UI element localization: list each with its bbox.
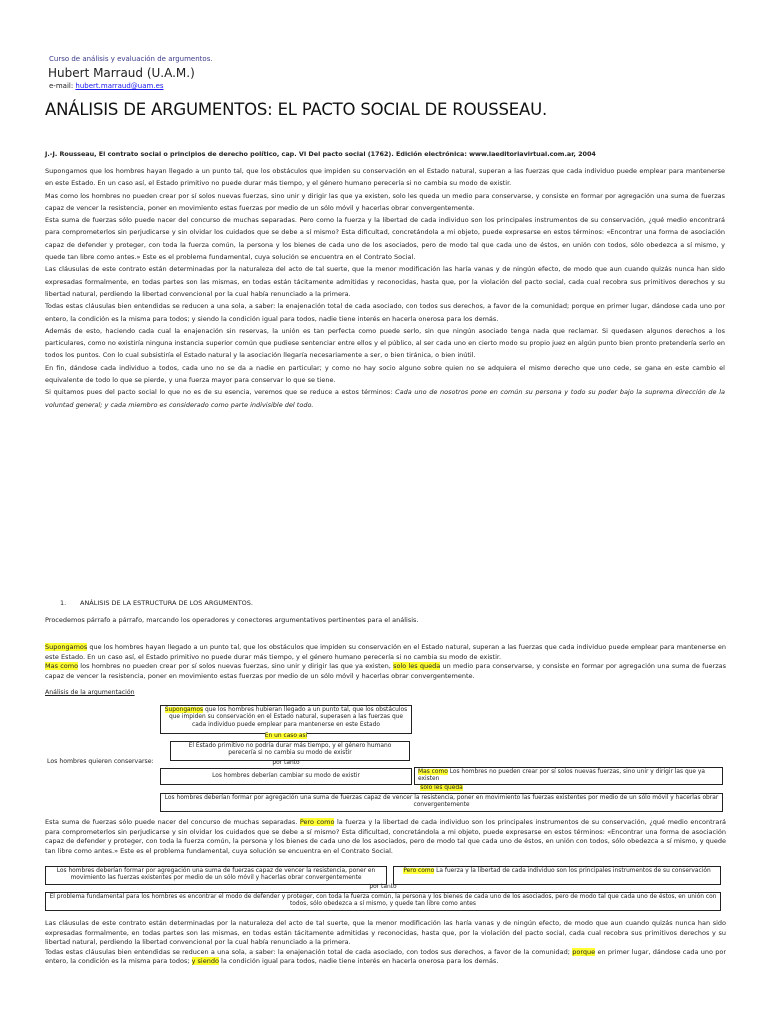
marked-paragraph-2	[45, 818, 726, 856]
paragraph: Las cláusulas de este contrato están determinadas por la naturaleza del acto de tal suerte, que la menor modificación las haría vanas y de ningún efecto, de modo que aun cuando quizás nunca han sido expresadas formalmente, en todas partes son las mismas, en todas están tácitamente admitidas y reconocidas, hasta que, por la violación del pacto social, cada cual recobra sus primitivos derechos y su libertad natural, perdiendo la libertad convencional por la cual había renunciado a la primera.	[45, 265, 725, 298]
paragraph: Todas estas cláusulas bien entendidas se reducen a una sola, a saber: la enajenación total de cada asociado, con todos sus derechos, a favor de la comunidad; porque en primer lugar, dándose cada uno por entero, la condición es la misma para todos; y siendo la condición igual para todos, nadie tiene interés en hacerla onerosa para los demás.	[45, 302, 725, 323]
connector-tag: por tanto	[369, 884, 397, 890]
section-title: ANÁLISIS DE LA ESTRUCTURA DE LOS ARGUMENTOS.	[80, 599, 253, 607]
marked-text: la fuerza y la libertad de cada individuo son los principales instrumentos de su conservación, ¿qué medio encontrará para comprometerlos sin perjudicarse y sin olvidar los cuidados que se debe a sí mismo? Esta dificultad, concretándola a mi objeto, puede expresarse en estos términos: «Encontrar una forma de asociación capaz de defender y proteger, con toda la fuerza común, la persona y los bienes de cada uno de los asociados, pero de modo tal que cada uno de éstos, en unión con todos, sólo obedezca a sí mismo, y quede tan libre como antes.» Este es el problema fundamental, cuya solución se encuentra en el Contrato Social.	[45, 818, 726, 855]
paragraph: Además de esto, haciendo cada cual la enajenación sin reservas, la unión es tan perfecta como puede serlo, sin que ningún asociado tenga nada que reclamar. Si quedasen algunos derechos a los particulares, como no existiría ninguna instancia superior común que pudiese sentenciar entre ellos y el público, al ser cada uno en cierto modo su propio juez en algún punto bien pronto pretendería serlo en todos los puntos. Con lo cual subsistiría el Estado natural y la asociación llegaría necesariamente a ser, o bien tiránica, o bien inútil.	[45, 326, 725, 360]
marked-text: la condición igual para todos, nadie tiene interés en hacerla onerosa para los demás.	[218, 957, 499, 966]
conclusion-box	[45, 892, 721, 911]
marked-text: Esta suma de fuerzas sólo puede nacer del concurso de muchas separadas.	[45, 818, 300, 826]
paragraph: En fin, dándose cada individuo a todos, cada uno no se da a nadie en particular; y como no hay socio alguno sobre quien no se adquiera el mismo derecho que uno cede, se gana en este cambio el equivalente de todo lo que se pierde, y una fuerza mayor para conservar lo que se tiene.	[45, 363, 725, 385]
connector-highlight: Pero como	[299, 818, 335, 826]
connector-tag	[160, 733, 412, 740]
connector-highlight: Mas como	[418, 769, 448, 775]
box-text: Los hombres no pueden crear por sí solos nuevas fuerzas, sino unir y dirigir las que ya existen	[418, 769, 706, 783]
course-label: Curso de análisis y evaluación de argumentos.	[49, 55, 213, 63]
paragraph: Mas como los hombres no pueden crear por sí solos nuevas fuerzas, sino unir y dirigir las que ya existen, solo les queda un medio para conservarse, y consiste en formar por agregación una suma de fuerzas capaz de vencer la resistencia, poner en movimiento estas fuerzas por medio de un sólo móvil y hacerlas obrar convergentemente.	[45, 191, 725, 212]
premise-box	[45, 866, 387, 885]
connector-highlight: Supongamos	[45, 643, 88, 651]
connector-highlight: solo les queda	[393, 662, 441, 671]
premise-box	[160, 705, 412, 734]
section-number: 1.	[60, 599, 67, 607]
marked-paragraph-1	[45, 643, 726, 681]
email-line	[49, 82, 164, 90]
conclusion-box	[160, 768, 412, 785]
marked-text: Todas estas cláusulas bien entendidas se reducen a una sola, a saber: la enajenación total de cada asociado, con todos sus derechos, a favor de la comunidad;	[45, 947, 573, 956]
marked-text: que los hombres hayan llegado a un punto tal, que los obstáculos que impiden su conservación en el Estado natural, superan a las fuerzas que cada individuo puede emplear para mantenerse en este Estado. En un caso así, el Estado primitivo no puede durar más tiempo, y el género humano perecería si no cambia su modo de existir.	[45, 643, 726, 661]
paragraph: Supongamos que los hombres hayan llegado a un punto tal, que los obstáculos que impiden su conservación en el Estado natural, superan a las fuerzas que cada individuo puede emplear para mantenerse en este Estado. En un caso así, el Estado primitivo no puede durar más tiempo, y el género humano perecería si no cambia su modo de existir.	[45, 167, 725, 188]
box-text: Los hombres deberían formar por agregación una suma de fuerzas capaz de vencer la resistencia, poner en movimiento las fuerzas existentes por medio de un sólo móvil y hacerlas obrar convergentemente	[56, 868, 376, 882]
connector-highlight: En un caso así	[264, 733, 308, 739]
marked-text: Las cláusulas de este contrato están determinadas por la naturaleza del acto de tal suerte, que la menor modificación las haría vanas y de ningún efecto, de modo que aun cuando quizás nunca han sido expresadas formalmente, en todas partes son las mismas, en todas están tácitamente admitidas y reconocidas, hasta que, por la violación del pacto social, cada cual recobra sus primitivos derechos y su libertad natural, perdiendo la libertad convencional por la cual había renunciado a la primera.	[45, 919, 726, 947]
paragraph	[45, 386, 725, 411]
box-text: Los hombres deberían cambiar su modo de existir	[212, 773, 360, 779]
connector-tag: por tanto	[272, 760, 300, 766]
box-text: Los hombres deberían formar por agregación una suma de fuerzas capaz de vencer la resistencia, poner en movimiento las fuerzas existentes por medio de un sólo móvil y hacerlas obrar convergentemente	[164, 795, 719, 809]
connector-highlight: Pero como	[403, 868, 435, 874]
outer-premise: Los hombres quieren conservarse:	[47, 758, 154, 765]
paragraph-text: Si quitamos pues del pacto social lo que no es de su esencia, veremos que se reduce a estos términos:	[45, 388, 396, 397]
connector-highlight: solo les queda	[420, 785, 463, 791]
analysis-label: Análisis de la argumentación	[45, 689, 135, 696]
premise-box	[393, 866, 721, 885]
connector-highlight: Mas como	[45, 662, 79, 671]
marked-text: un medio para conservarse, y consiste en formar por agregación una suma de fuerzas capaz de vencer la resistencia, poner en movimiento estas fuerzas por medio de un sólo móvil y hacerlas obrar convergentemente.	[45, 662, 726, 680]
author-name: Hubert Marraud (U.A.M.)	[48, 66, 195, 80]
italic-quote: Cada uno de nosotros pone en común su persona y todo su poder bajo la suprema dirección de la voluntad general; y cada miembro es considerado como parte indivisible del todo.	[45, 388, 725, 409]
intermediate-box	[170, 741, 410, 761]
original-text	[45, 165, 725, 411]
procedure-note: Procedemos párrafo a párrafo, marcando los operadores y conectores argumentativos pertinentes para el análisis.	[45, 616, 419, 624]
connector-tag	[160, 785, 723, 792]
section-heading	[60, 599, 253, 607]
page-title: ANÁLISIS DE ARGUMENTOS: EL PACTO SOCIAL DE ROUSSEAU.	[45, 100, 548, 119]
final-conclusion-box	[160, 793, 723, 812]
marked-paragraph-3	[45, 919, 726, 967]
connector-highlight: porque	[572, 947, 596, 956]
premise-box	[414, 767, 723, 785]
box-text: El Estado primitivo no podría durar más tiempo, y el género humano perecería si no cambia su modo de existir	[188, 743, 392, 757]
email-link[interactable]: hubert.marraud@uam.es	[75, 82, 164, 90]
source-reference: J.-J. Rousseau, El contrato social o principios de derecho político, cap. VI Del pacto social (1762). Edición electrónica: www.laeditoriavirtual.com.ar, 2004	[45, 150, 596, 158]
email-label: e-mail:	[49, 82, 76, 90]
marked-text: los hombres no pueden crear por sí solos nuevas fuerzas, sino unir y dirigir las que ya existen,	[78, 662, 394, 671]
box-text: La fuerza y la libertad de cada individuo son los principales instrumentos de su conservación	[434, 868, 711, 874]
connector-highlight: Supongamos	[164, 707, 204, 713]
connector-highlight: y siendo	[191, 957, 219, 966]
paragraph: Esta suma de fuerzas sólo puede nacer del concurso de muchas separadas. Pero como la fuerza y la libertad de cada individuo son los principales instrumentos de su conservación, ¿qué medio encontrará para comprometerlos sin perjudicarse y sin olvidar los cuidados que se debe a sí mismo? Esta dificultad, concretándola a mi objeto, puede expresarse en estos términos: «Encontrar una forma de asociación capaz de defender y proteger, con toda la fuerza común, la persona y los bienes de cada uno de los asociados, pero de modo tal que cada uno de éstos, en unión con todos, sólo obedezca a sí mismo, y quede tan libre como antes.» Este es el problema fundamental, cuya solución se encuentra en el Contrato Social.	[45, 216, 725, 262]
marked-text: en primer lugar, dándose cada uno por entero, la condición es la misma para todos;	[45, 947, 726, 966]
box-text: El problema fundamental para los hombres es encontrar el modo de defender y proteger, con toda la fuerza común, la persona y los bienes de cada uno de los asociados, pero de modo tal que cada uno de éstos, en unión con todos, sólo obedezca a sí mismo, y quede tan libre como antes	[49, 894, 717, 908]
box-text: que los hombres hubieran llegado a un punto tal, que los obstáculos que impiden su conservación en el Estado natural, superasen a las fuerzas que cada individuo puede emplear para mantenerse en este Estado	[168, 707, 408, 728]
